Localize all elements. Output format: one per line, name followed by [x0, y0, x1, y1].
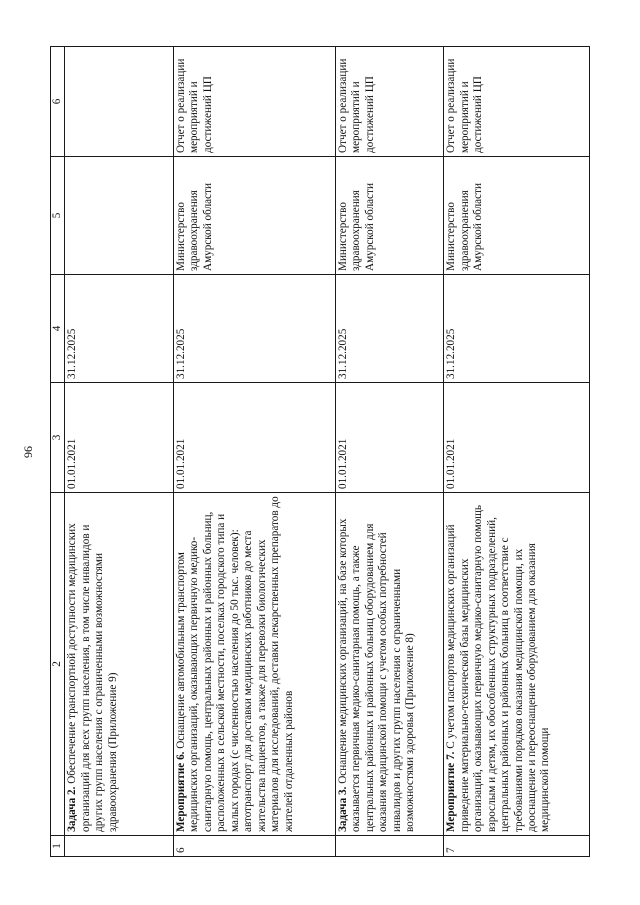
header-col-1: 1 — [51, 836, 65, 857]
row-text: Обеспечение транспортной доступности медицинских организаций для всех групп населения, в том числе инвалидов и других групп населения с ограниченными возможностями здравоохранения (Приложение 9) — [66, 523, 119, 832]
header-col-2: 2 — [51, 493, 65, 836]
expected-result: Отчет о реализации мероприятий и достижений ЦП — [335, 47, 444, 157]
start-date: 01.01.2021 — [65, 383, 174, 493]
responsible-executor — [65, 157, 174, 275]
rotated-table-container — [50, 47, 590, 857]
row-description — [174, 493, 336, 836]
start-date: 01.01.2021 — [174, 383, 336, 493]
row-title: Задача 2. — [66, 786, 79, 832]
end-date: 31.12.2025 — [444, 275, 590, 383]
start-date: 01.01.2021 — [444, 383, 590, 493]
end-date: 31.12.2025 — [335, 275, 444, 383]
row-title: Мероприятие 6. — [175, 751, 188, 832]
expected-result: Отчет о реализации мероприятий и достижений ЦП — [174, 47, 336, 157]
row-title: Задача 3. — [336, 786, 349, 832]
row-text: Оснащение медицинских организаций, на базе которых оказывается первичная медико-санитарная помощь, а также центральных районных и районных больниц оборудованием для оказания медицинской помощи с учетом особых потребностей инвалидов и других групп населения с ограниченными возможностями здоровья (Приложение 8) — [336, 518, 416, 832]
row-number: 7 — [444, 836, 590, 857]
table-row — [65, 47, 174, 857]
header-col-6: 6 — [51, 47, 65, 157]
row-description — [444, 493, 590, 836]
expected-result: Отчет о реализации мероприятий и достижений ЦП — [444, 47, 590, 157]
row-number — [65, 836, 174, 857]
row-number: 6 — [174, 836, 336, 857]
responsible-executor: Министерство здравоохранения Амурской области — [335, 157, 444, 275]
end-date: 31.12.2025 — [174, 275, 336, 383]
start-date: 01.01.2021 — [335, 383, 444, 493]
header-col-5: 5 — [51, 157, 65, 275]
table-row — [174, 47, 336, 857]
end-date: 31.12.2025 — [65, 275, 174, 383]
expected-result — [65, 47, 174, 157]
header-col-3: 3 — [51, 383, 65, 493]
header-col-4: 4 — [51, 275, 65, 383]
table-row — [444, 47, 590, 857]
row-text: С учетом паспортов медицинских организаций приведение материально-технической базы медицинских организаций, оказывающих первичную медико-санитарную помощь взрослым и детям, их обособленных структурных подразделений, центральных районных и районных больниц в соответствие с требованиями порядков оказания медицинской помощи, их дооснащение и переоснащение оборудованием для оказания медицинской помощи — [445, 505, 552, 832]
row-number — [335, 836, 444, 857]
row-description — [65, 493, 174, 836]
page-number: 96 — [21, 446, 36, 458]
table-row — [335, 47, 444, 857]
row-title: Мероприятие 7. — [445, 751, 458, 832]
activities-table — [50, 46, 590, 857]
responsible-executor: Министерство здравоохранения Амурской области — [174, 157, 336, 275]
header-row — [51, 47, 65, 857]
responsible-executor: Министерство здравоохранения Амурской области — [444, 157, 590, 275]
row-description — [335, 493, 444, 836]
row-text: Оснащение автомобильным транспортом медицинских организаций, оказывающих первичную медико-санитарную помощь, центральных районных и районных больниц, расположенных в сельской местности, поселках городского типа и малых городах (с численностью населения до 50 тыс. человек): автотранспорт для доставки медицинских работников до места жительства пациентов, а также для перевозки биологических материалов для исследований, доставки лекарственных препаратов до жителей отдаленных районов — [175, 496, 295, 832]
